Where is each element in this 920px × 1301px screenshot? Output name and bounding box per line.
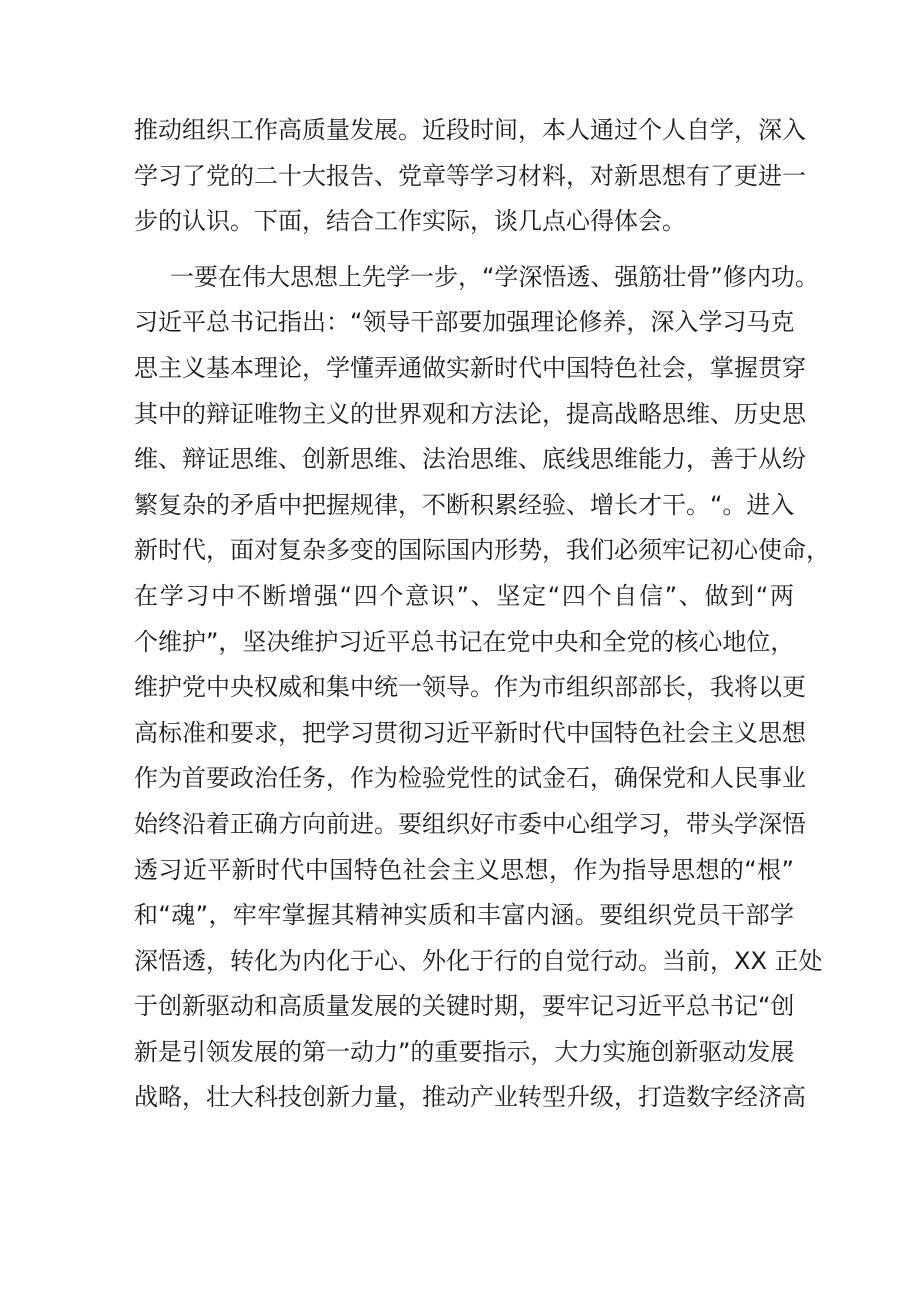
text-line: 习近平总书记指出：“领导干部要加强理论修养，深入学习马克	[134, 308, 795, 337]
text-line: 在学习中不断增强“四个意识”、坚定“四个自信”、做到“两	[134, 581, 794, 610]
text-line: 和“魂”，牢牢掌握其精神实质和丰富内涵。要组织党员干部学	[134, 901, 794, 930]
text-line: 深悟透，转化为内化于心、外化于行的自觉行动。当前，XX 正处	[134, 946, 823, 975]
text-line: 透习近平新时代中国特色社会主义思想，作为指导思想的“根”	[134, 855, 794, 884]
text-line: 战略，壮大科技创新力量，推动产业转型升级，打造数字经济高	[134, 1083, 806, 1112]
paragraph-1	[134, 108, 806, 245]
text-line: 繁复杂的矛盾中把握规律，不断积累经验、增长才干。“。进入	[134, 490, 795, 519]
text-line: 作为首要政治任务，作为检验党性的试金石，确保党和人民事业	[134, 764, 806, 793]
paragraph-2	[134, 255, 830, 1121]
text-line: 维、辩证思维、创新思维、法治思维、底线思维能力，善于从纷	[134, 445, 806, 474]
text-line: 新是引领发展的第一动力”的重要指示，大力实施创新驱动发展	[134, 1037, 795, 1066]
text-line: 一要在伟大思想上先学一步，“学深悟透、强筋壮骨”修内功。	[170, 262, 819, 291]
text-line: 学习了党的二十大报告、党章等学习材料，对新思想有了更进一	[134, 161, 806, 190]
text-line: 思主义基本理论，学懂弄通做实新时代中国特色社会，掌握贯穿	[134, 353, 806, 382]
text-line: 维护党中央权威和集中统一领导。作为市组织部部长，我将以更	[134, 673, 806, 702]
text-line: 其中的辩证唯物主义的世界观和方法论，提高战略思维、历史思	[134, 399, 806, 428]
text-line: 始终沿着正确方向前进。要组织好市委中心组学习，带头学深悟	[134, 809, 806, 838]
document-body	[134, 108, 830, 1121]
text-line: 高标准和要求，把学习贯彻习近平新时代中国特色社会主义思想	[134, 718, 806, 747]
text-line: 步的认识。下面，结合工作实际，谈几点心得体会。	[134, 207, 686, 236]
text-line: 于创新驱动和高质量发展的关键时期，要牢记习近平总书记“创	[134, 992, 795, 1021]
text-line: 推动组织工作高质量发展。近段时间，本人通过个人自学，深入	[134, 116, 806, 144]
text-line: 个维护”，坚决维护习近平总书记在党中央和全党的核心地位，	[134, 627, 795, 656]
text-line: 新时代，面对复杂多变的国际国内形势，我们必须牢记初心使命，	[134, 536, 830, 565]
